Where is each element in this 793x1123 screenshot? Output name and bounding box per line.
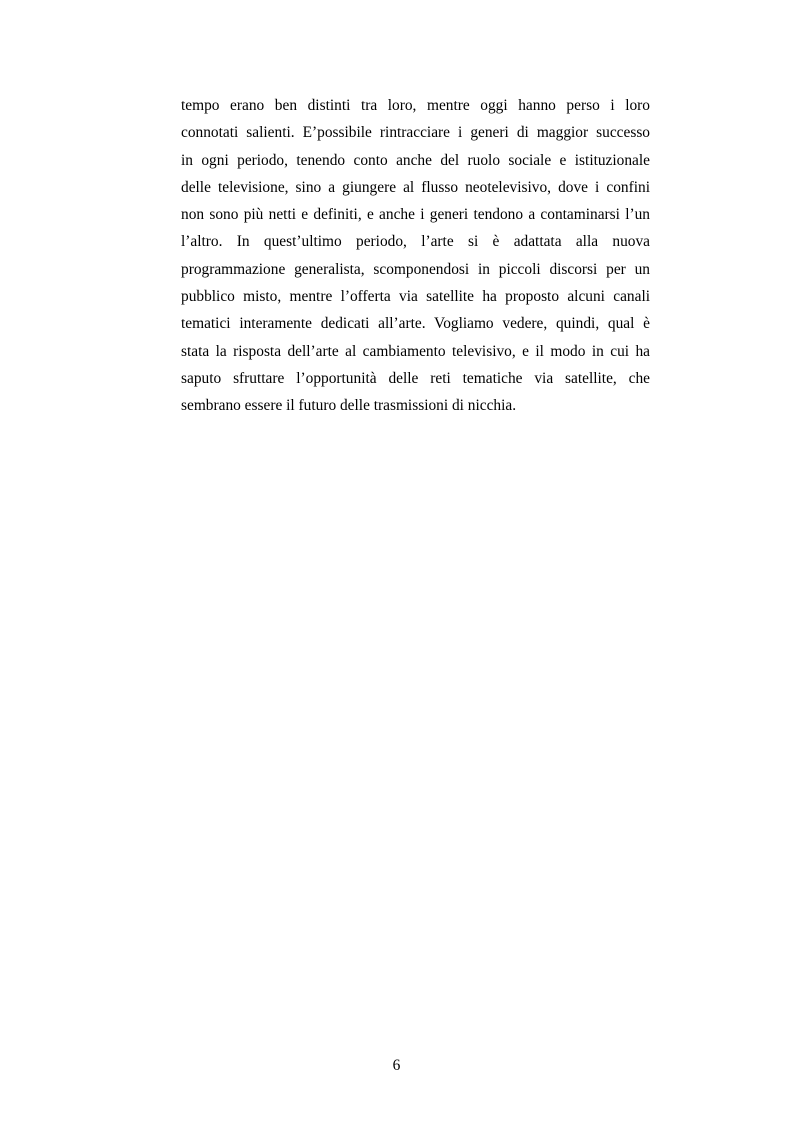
- paragraph-line: in ogni periodo, tenendo conto anche del ruolo sociale e istituzionale: [181, 151, 650, 169]
- paragraph-line: pubblico misto, mentre l’offerta via satellite ha proposto alcuni canali: [181, 288, 650, 306]
- paragraph-line: tematici interamente dedicati all’arte. Vogliamo vedere, quindi, qual è: [181, 315, 650, 333]
- paragraph-line: saputo sfruttare l’opportunità delle reti tematiche via satellite, che: [181, 369, 650, 387]
- paragraph-line: delle televisione, sino a giungere al flusso neotelevisivo, dove i confini: [181, 178, 650, 196]
- paragraph-line: tempo erano ben distinti tra loro, mentre oggi hanno perso i loro: [181, 97, 650, 114]
- paragraph-line: connotati salienti. E’possibile rintracciare i generi di maggior successo: [181, 124, 650, 142]
- paragraph-line: non sono più netti e definiti, e anche i generi tendono a contaminarsi l’un: [181, 206, 650, 224]
- paragraph-line: l’altro. In quest’ultimo periodo, l’arte si è adattata alla nuova: [181, 233, 650, 251]
- paragraph-line: sembrano essere il futuro delle trasmissioni di nicchia.: [181, 397, 517, 415]
- body-paragraph: [181, 92, 650, 420]
- paragraph-line: programmazione generalista, scomponendosi in piccoli discorsi per un: [181, 260, 650, 278]
- page-number: 6: [392, 1057, 401, 1074]
- paragraph-line: stata la risposta dell’arte al cambiamento televisivo, e il modo in cui ha: [181, 342, 650, 360]
